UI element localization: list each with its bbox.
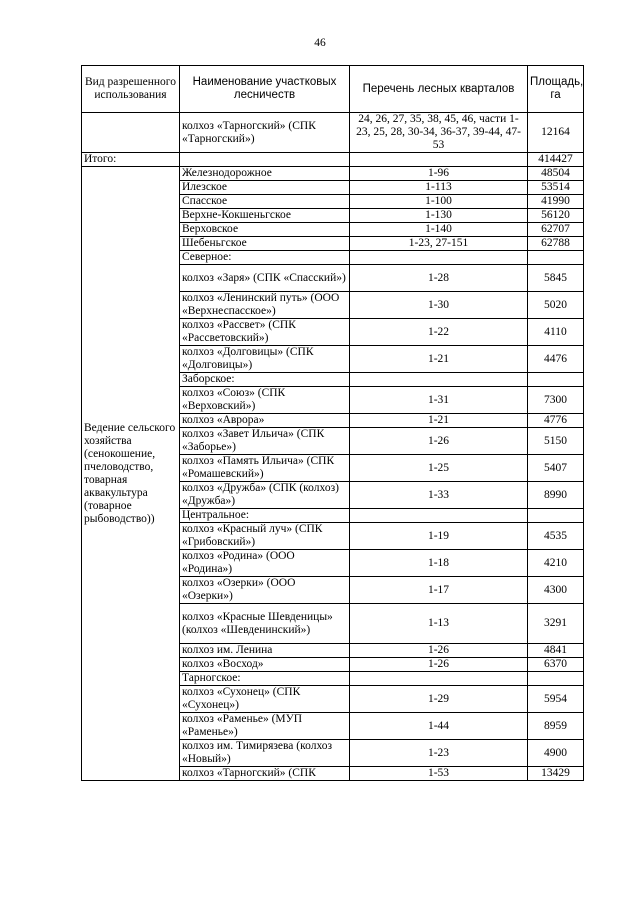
cell-quarters: 1-21: [350, 346, 528, 373]
total-row: [82, 153, 584, 167]
cell-area: 4841: [528, 644, 584, 658]
cell-name: Верхне-Кокшеньгское: [180, 209, 350, 223]
cell-area: 41990: [528, 195, 584, 209]
cell-name: колхоз «Родина» (ООО «Родина»): [180, 550, 350, 577]
cell-use-empty: [82, 113, 180, 153]
header-use: Вид разрешенного использования: [82, 66, 180, 113]
cell-quarters: [350, 509, 528, 523]
cell-area: 62707: [528, 223, 584, 237]
cell-area: 4110: [528, 319, 584, 346]
cell-quarters: 1-96: [350, 167, 528, 181]
cell-quarters: 1-19: [350, 523, 528, 550]
cell-quarters: 1-23, 27-151: [350, 237, 528, 251]
cell-area: [528, 251, 584, 265]
cell-area: [528, 509, 584, 523]
cell-area: 5407: [528, 455, 584, 482]
cell-area: 5150: [528, 428, 584, 455]
cell-quarters: 24, 26, 27, 35, 38, 45, 46, части 1-23, 25, 28, 30-34, 36-37, 39-44, 47-53: [350, 113, 528, 153]
cell-name: Центральное:: [180, 509, 350, 523]
cell-area: [528, 373, 584, 387]
cell-area: 5845: [528, 265, 584, 292]
header-area: Площадь, га: [528, 66, 584, 113]
cell-quarters: 1-100: [350, 195, 528, 209]
cell-name: колхоз «Сухонец» (СПК «Сухонец»): [180, 686, 350, 713]
cell-area: 8990: [528, 482, 584, 509]
cell-quarters: 1-140: [350, 223, 528, 237]
cell-quarters: 1-21: [350, 414, 528, 428]
cell-name: колхоз им. Тимирязева (колхоз «Новый»): [180, 740, 350, 767]
cell-quarters: 1-26: [350, 644, 528, 658]
cell-name: Шебеньгское: [180, 237, 350, 251]
cell-quarters: 1-53: [350, 767, 528, 781]
cell-area: 4900: [528, 740, 584, 767]
cell-name: Илезское: [180, 181, 350, 195]
cell-quarters: 1-26: [350, 658, 528, 672]
total-area: 414427: [528, 153, 584, 167]
cell-name: Железнодорожное: [180, 167, 350, 181]
cell-area: 53514: [528, 181, 584, 195]
cell-name: Заборское:: [180, 373, 350, 387]
header-name: Наименование участковых лесничеств: [180, 66, 350, 113]
cell-quarters: 1-113: [350, 181, 528, 195]
cell-name: колхоз «Завет Ильича» (СПК «Заборье»): [180, 428, 350, 455]
cell-area: 7300: [528, 387, 584, 414]
cell-area: 3291: [528, 604, 584, 644]
cell-name: Верховское: [180, 223, 350, 237]
cell-name: колхоз «Рассвет» (СПК «Рассветовский»): [180, 319, 350, 346]
cell-area: 48504: [528, 167, 584, 181]
cell-name: Тарногское:: [180, 672, 350, 686]
cell-quarters: 1-22: [350, 319, 528, 346]
cell-quarters: 1-23: [350, 740, 528, 767]
cell-name: колхоз «Раменье» (МУП «Раменье»): [180, 713, 350, 740]
cell-quarters: 1-28: [350, 265, 528, 292]
cell-quarters: 1-13: [350, 604, 528, 644]
cell-quarters: 1-44: [350, 713, 528, 740]
cell-quarters: 1-130: [350, 209, 528, 223]
cell-area: 4776: [528, 414, 584, 428]
cell-name: колхоз им. Ленина: [180, 644, 350, 658]
cell-area: 6370: [528, 658, 584, 672]
cell-area: 4210: [528, 550, 584, 577]
cell-area: 62788: [528, 237, 584, 251]
cell-name: колхоз «Аврора»: [180, 414, 350, 428]
cell-area: 4535: [528, 523, 584, 550]
cell-name: колхоз «Тарногский» (СПК «Тарногский»): [180, 113, 350, 153]
cell-area: 5020: [528, 292, 584, 319]
cell-quarters: 1-25: [350, 455, 528, 482]
cell-empty: [180, 153, 350, 167]
cell-quarters: 1-18: [350, 550, 528, 577]
total-label: Итого:: [82, 153, 180, 167]
cell-quarters: 1-31: [350, 387, 528, 414]
cell-quarters: 1-29: [350, 686, 528, 713]
cell-area: 5954: [528, 686, 584, 713]
cell-name: колхоз «Долговицы» (СПК «Долговицы»): [180, 346, 350, 373]
cell-name: колхоз «Восход»: [180, 658, 350, 672]
cell-name: колхоз «Ленинский путь» (ООО «Верхнеспасское»): [180, 292, 350, 319]
forest-use-table: [81, 65, 584, 781]
cell-use: Ведение сельского хозяйства (сенокошение, пчеловодство, товарная аквакультура (товарное рыбоводство)): [82, 167, 180, 781]
cell-area: 56120: [528, 209, 584, 223]
cell-name: колхоз «Озерки» (ООО «Озерки»): [180, 577, 350, 604]
cell-name: Спасское: [180, 195, 350, 209]
cell-name: колхоз «Заря» (СПК «Спасский»): [180, 265, 350, 292]
header-quarters: Перечень лесных кварталов: [350, 66, 528, 113]
cell-name: колхоз «Память Ильича» (СПК «Ромашевский»): [180, 455, 350, 482]
cell-quarters: 1-26: [350, 428, 528, 455]
cell-quarters: 1-30: [350, 292, 528, 319]
cell-area: 12164: [528, 113, 584, 153]
cell-area: 8959: [528, 713, 584, 740]
cell-quarters: 1-17: [350, 577, 528, 604]
cell-area: 4300: [528, 577, 584, 604]
cell-quarters: [350, 251, 528, 265]
cell-empty: [350, 153, 528, 167]
cell-name: колхоз «Дружба» (СПК (колхоз) «Дружба»): [180, 482, 350, 509]
cell-name: колхоз «Красные Шевденицы» (колхоз «Шевденинский»): [180, 604, 350, 644]
cell-area: 4476: [528, 346, 584, 373]
cell-area: [528, 672, 584, 686]
cell-quarters: 1-33: [350, 482, 528, 509]
cell-name: колхоз «Красный луч» (СПК «Грибовский»): [180, 523, 350, 550]
cell-name: Северное:: [180, 251, 350, 265]
page-number: 46: [314, 37, 326, 49]
cell-quarters: [350, 373, 528, 387]
cell-name: колхоз «Тарногский» (СПК: [180, 767, 350, 781]
cell-name: колхоз «Союз» (СПК «Верховский»): [180, 387, 350, 414]
table-row: [82, 113, 584, 153]
cell-area: 13429: [528, 767, 584, 781]
table-row: [82, 167, 584, 181]
table-header-row: [82, 66, 584, 113]
cell-quarters: [350, 672, 528, 686]
